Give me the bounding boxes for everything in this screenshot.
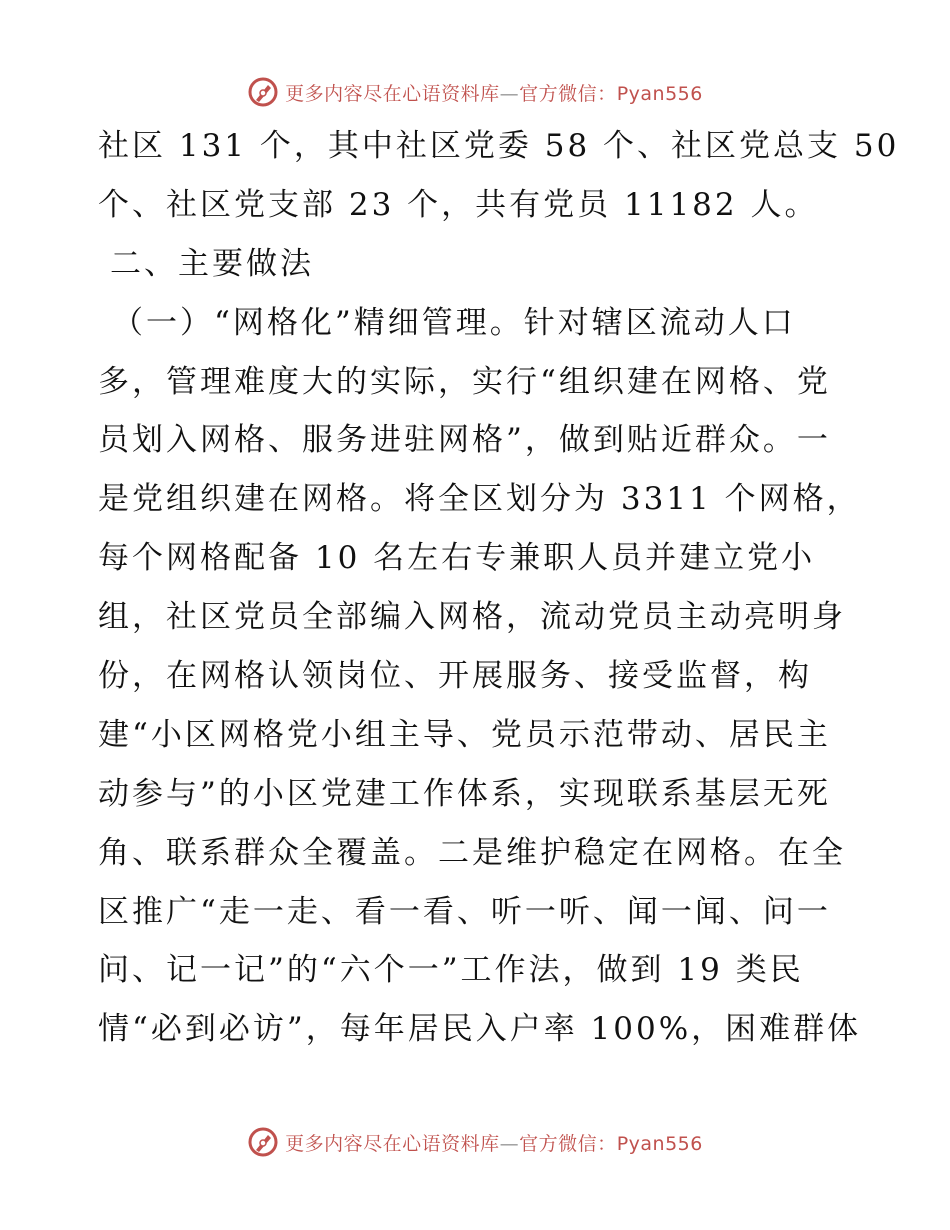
body-line: 多，管理难度大的实际，实行“组织建在网格、党 — [98, 363, 831, 400]
body-line: 是党组织建在网格。将全区划分为 3311 个网格， — [98, 481, 861, 518]
body-line: 区推广“走一走、看一看、听一听、闻一闻、问一 — [98, 893, 831, 930]
header-watermark-banner — [0, 72, 950, 112]
body-line: 问、记一记”的“六个一”工作法，做到 19 类民 — [98, 952, 804, 989]
subsection-heading-line: （一）“网格化”精细管理。针对辖区流动人口 — [112, 304, 796, 341]
circular-pen-logo-icon — [247, 76, 279, 108]
document-body — [98, 124, 900, 1066]
watermark-text — [285, 79, 703, 106]
watermark-wechat-id: Pyan556 — [616, 82, 703, 105]
watermark-main-text: 更多内容尽在心语资料库 — [285, 1132, 500, 1155]
body-line: 组，社区党员全部编入网格，流动党员主动亮明身 — [98, 599, 846, 636]
watermark-main-text: 更多内容尽在心语资料库 — [285, 82, 500, 105]
body-line: 情“必到必访”，每年居民入户率 100%，困难群体 — [98, 1011, 862, 1048]
footer-watermark-banner — [0, 1122, 950, 1162]
body-line: 动参与”的小区党建工作体系，实现联系基层无死 — [98, 775, 831, 812]
watermark-separator: — — [499, 1132, 520, 1155]
body-line: 份，在网格认领岗位、开展服务、接受监督，构 — [98, 658, 812, 695]
watermark-wechat-label: 官方微信： — [519, 1132, 617, 1155]
body-line: 社区 131 个，其中社区党委 58 个、社区党总支 50 — [98, 128, 900, 164]
watermark-wechat-label: 官方微信： — [519, 82, 617, 105]
body-line: 每个网格配备 10 名左右专兼职人员并建立党小 — [98, 540, 816, 577]
body-line: 角、联系群众全覆盖。二是维护稳定在网格。在全 — [98, 834, 846, 871]
watermark-separator: — — [499, 82, 520, 105]
body-line: 个、社区党支部 23 个，共有党员 11182 人。 — [98, 186, 819, 223]
body-line: 建“小区网格党小组主导、党员示范带动、居民主 — [98, 716, 831, 753]
body-line: 员划入网格、服务进驻网格”，做到贴近群众。一 — [98, 422, 831, 459]
circular-pen-logo-icon — [247, 1126, 279, 1158]
watermark-text — [285, 1129, 703, 1156]
section-heading: 二、主要做法 — [110, 245, 314, 282]
watermark-wechat-id: Pyan556 — [616, 1132, 703, 1155]
